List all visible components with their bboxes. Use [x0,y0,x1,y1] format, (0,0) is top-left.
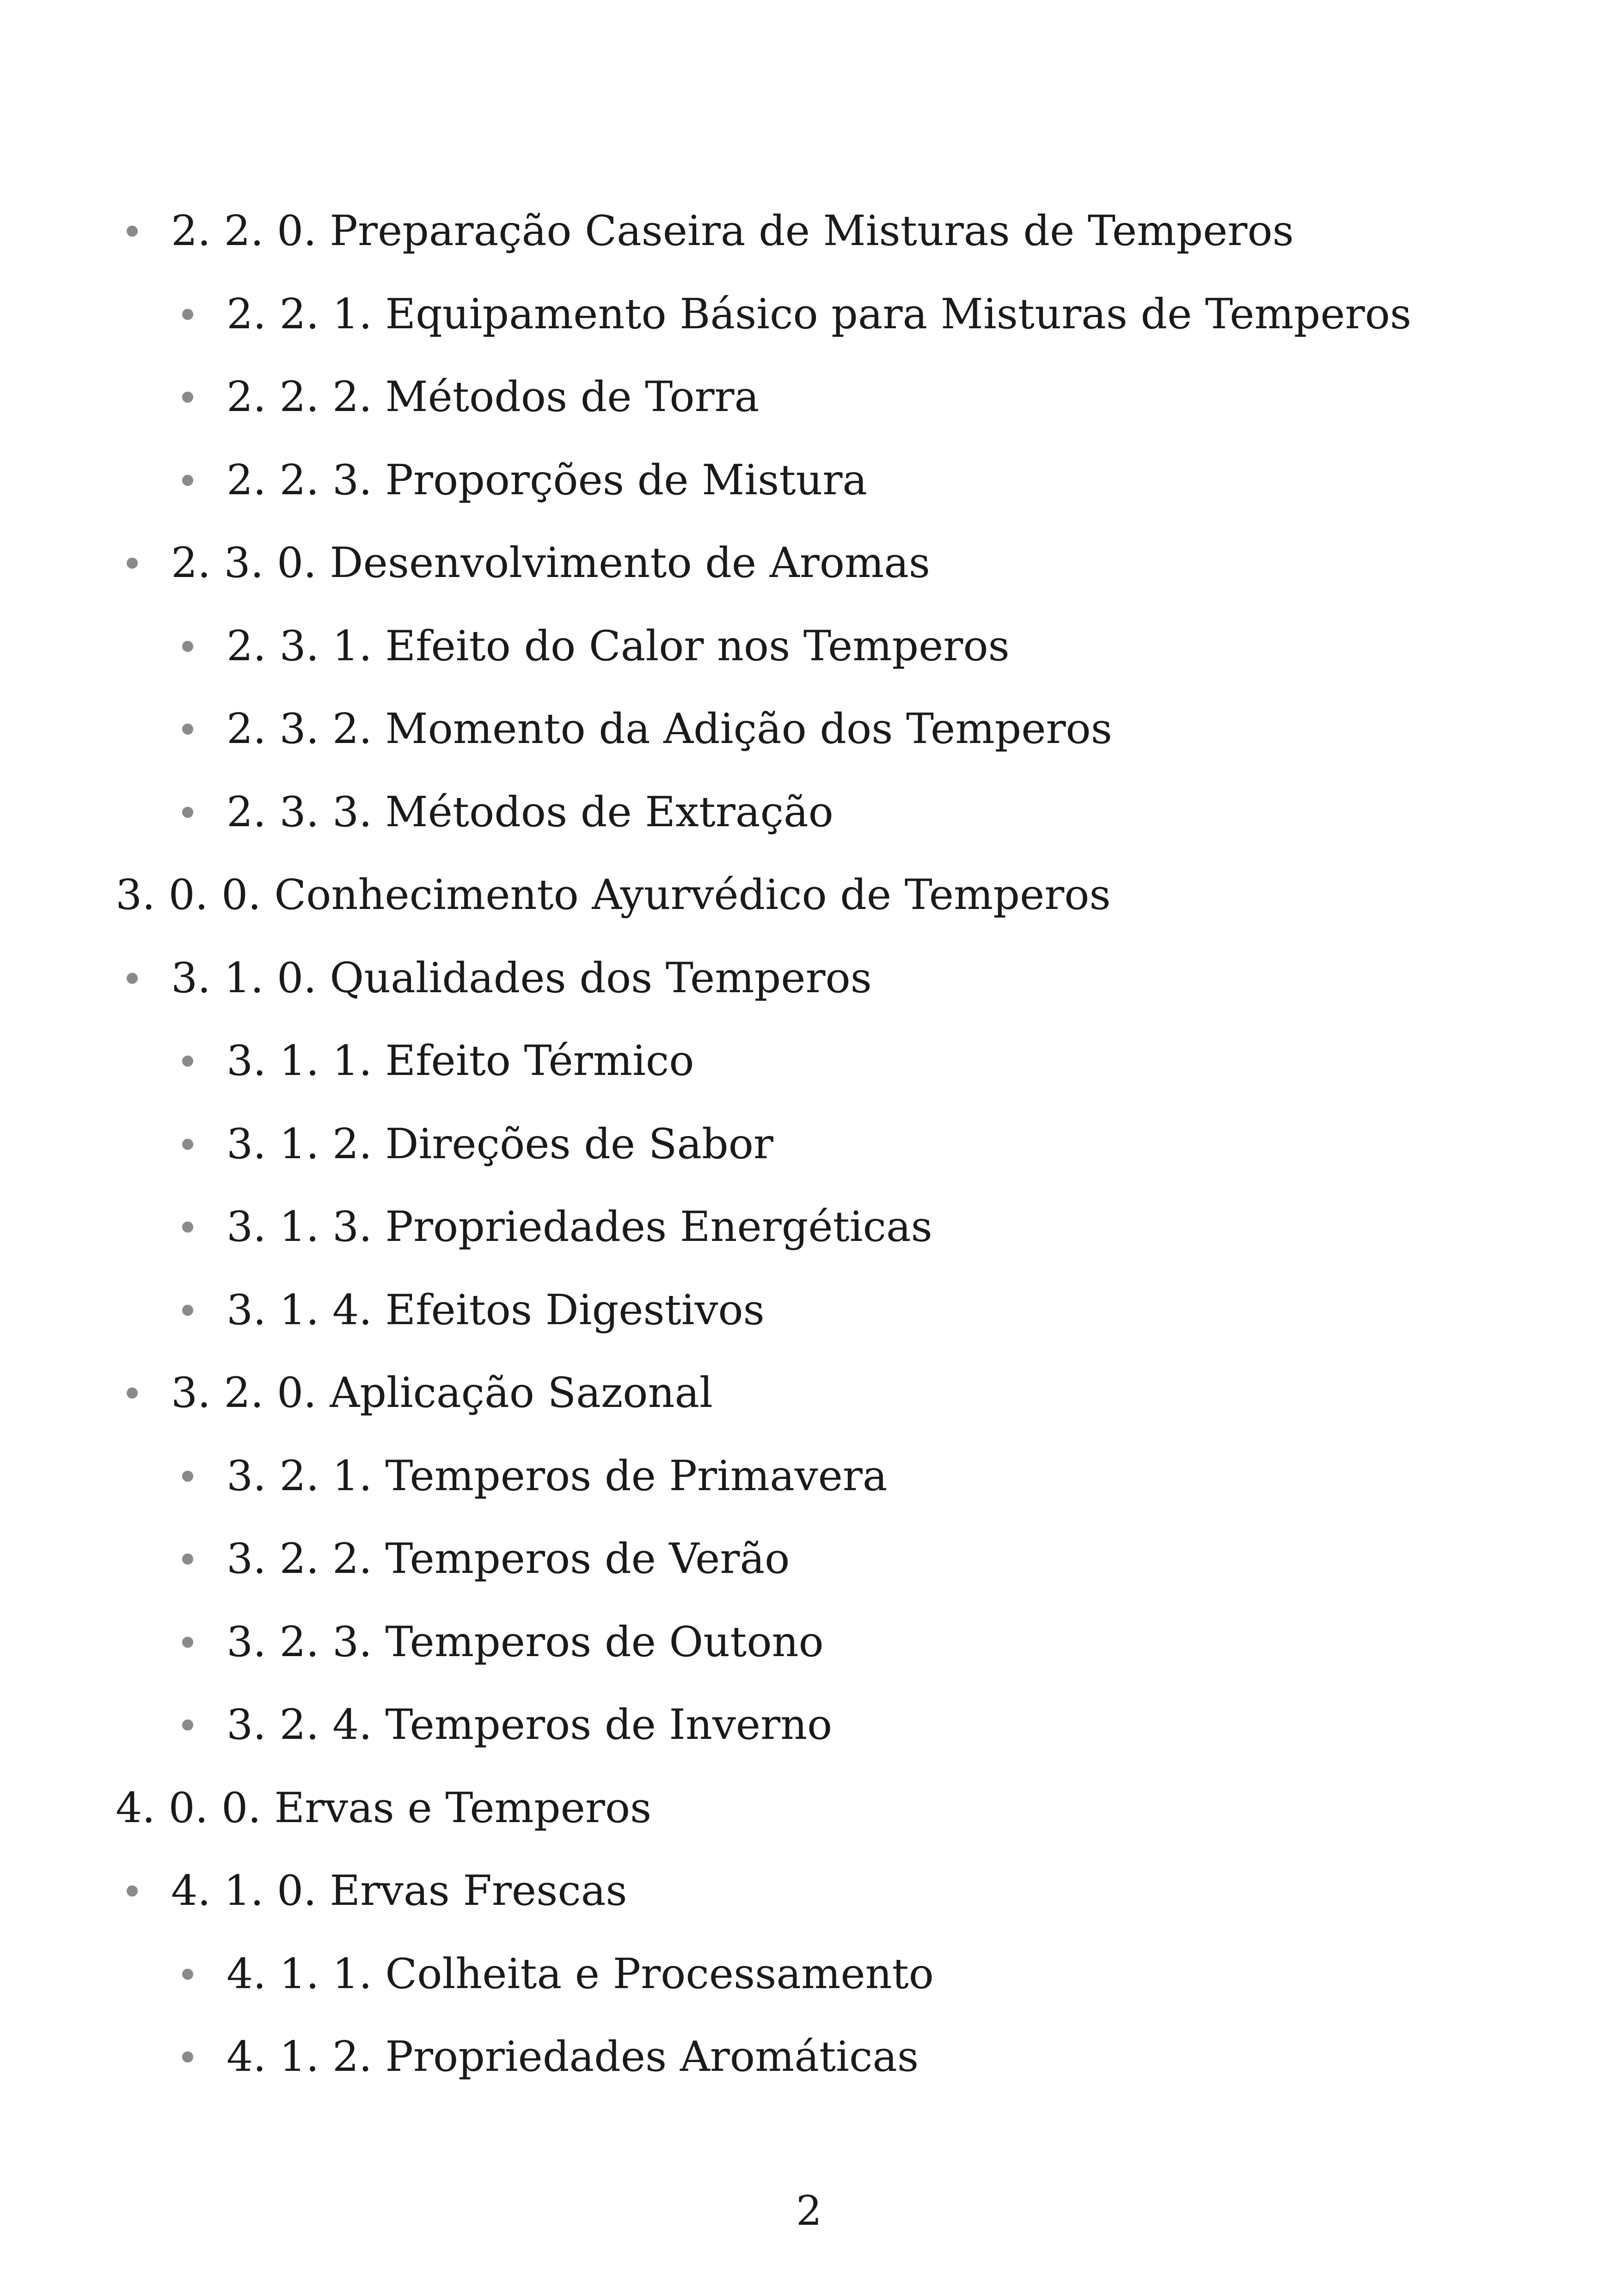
toc-list-item [171,535,930,591]
toc-list-item [171,1863,627,1919]
bullet-icon [127,1387,138,1399]
toc-entry-text: 2. 2. 1. Equipamento Básico para Misturas de Temperos [227,290,1411,338]
toc-list-item [227,287,1411,342]
toc-entry-text: 2. 2. 0. Preparação Caseira de Misturas de Temperos [171,207,1294,255]
toc-entry-text: 4. 1. 1. Colheita e Processamento [227,1950,934,1998]
toc-entry-text: 3. 0. 0. Conhecimento Ayurvédico de Temperos [116,871,1111,919]
bullet-icon [182,1305,193,1316]
toc-entry-text: 3. 1. 2. Direções de Sabor [227,1120,773,1168]
toc-entry-text: 2. 3. 0. Desenvolvimento de Aromas [171,539,931,587]
toc-list-item [227,701,1112,757]
toc-entry-text: 2. 2. 2. Métodos de Torra [227,373,760,421]
toc-list-item [227,1449,888,1504]
toc-entry-text: 3. 2. 0. Aplicação Sazonal [171,1369,713,1417]
toc-entry-text: 4. 1. 0. Ervas Frescas [171,1866,627,1915]
toc-entry-text: 3. 1. 3. Propriedades Energéticas [227,1203,932,1251]
bullet-icon [182,1139,193,1150]
bullet-icon [182,1637,193,1648]
bullet-icon [182,1222,193,1233]
bullet-icon [182,1553,193,1565]
toc-entry-text: 3. 1. 4. Efeitos Digestivos [227,1286,765,1334]
bullet-icon [182,724,193,735]
bullet-icon [182,475,193,486]
toc-entry-text: 2. 3. 3. Métodos de Extração [227,788,834,836]
bullet-icon [182,1969,193,1980]
toc-chapter-entry [116,867,1111,923]
toc-list-item [227,1199,932,1255]
bullet-icon [182,807,193,818]
page-number: 2 [796,2187,822,2235]
toc-entry-text: 4. 1. 2. Propriedades Aromáticas [227,2032,919,2081]
toc-entry-text: 3. 1. 0. Qualidades dos Temperos [171,954,872,1002]
toc-list-item [227,453,867,508]
toc-list-item [227,1615,824,1670]
toc-entry-text: 2. 3. 1. Efeito do Calor nos Temperos [227,622,1010,670]
toc-list-item [227,1283,765,1338]
toc-entry-text: 4. 0. 0. Ervas e Temperos [116,1784,652,1832]
bullet-icon [182,1719,193,1731]
toc-list-item [171,203,1294,259]
toc-list-item [227,785,834,840]
bullet-icon [127,558,138,569]
bullet-icon [182,641,193,652]
bullet-icon [127,226,138,237]
toc-list-item [227,1946,934,2002]
toc-chapter-entry [116,1780,651,1836]
toc-entry-text: 3. 2. 3. Temperos de Outono [227,1618,824,1666]
bullet-icon [182,2051,193,2063]
toc-list-item [171,1365,713,1421]
toc-entry-text: 3. 2. 4. Temperos de Inverno [227,1701,833,1749]
toc-list-item [227,619,1010,674]
toc-list-item [227,1531,790,1587]
toc-list-item [227,1033,694,1089]
toc-entry-text: 2. 3. 2. Momento da Adição dos Temperos [227,705,1112,753]
toc-list-item [227,1697,832,1753]
bullet-icon [182,309,193,320]
toc-entry-text: 3. 1. 1. Efeito Térmico [227,1037,694,1085]
toc-entry-text: 3. 2. 2. Temperos de Verão [227,1535,790,1583]
toc-entry-text: 3. 2. 1. Temperos de Primavera [227,1452,888,1500]
toc-entry-text: 2. 2. 3. Proporções de Mistura [227,456,868,504]
bullet-icon [182,392,193,403]
bullet-icon [182,1471,193,1482]
toc-list-item [227,1117,773,1172]
toc-list-item [227,2029,919,2085]
bullet-icon [182,1056,193,1067]
toc-list-item [171,951,872,1006]
bullet-icon [127,1885,138,1897]
toc-list-item [227,369,759,425]
bullet-icon [127,973,138,984]
